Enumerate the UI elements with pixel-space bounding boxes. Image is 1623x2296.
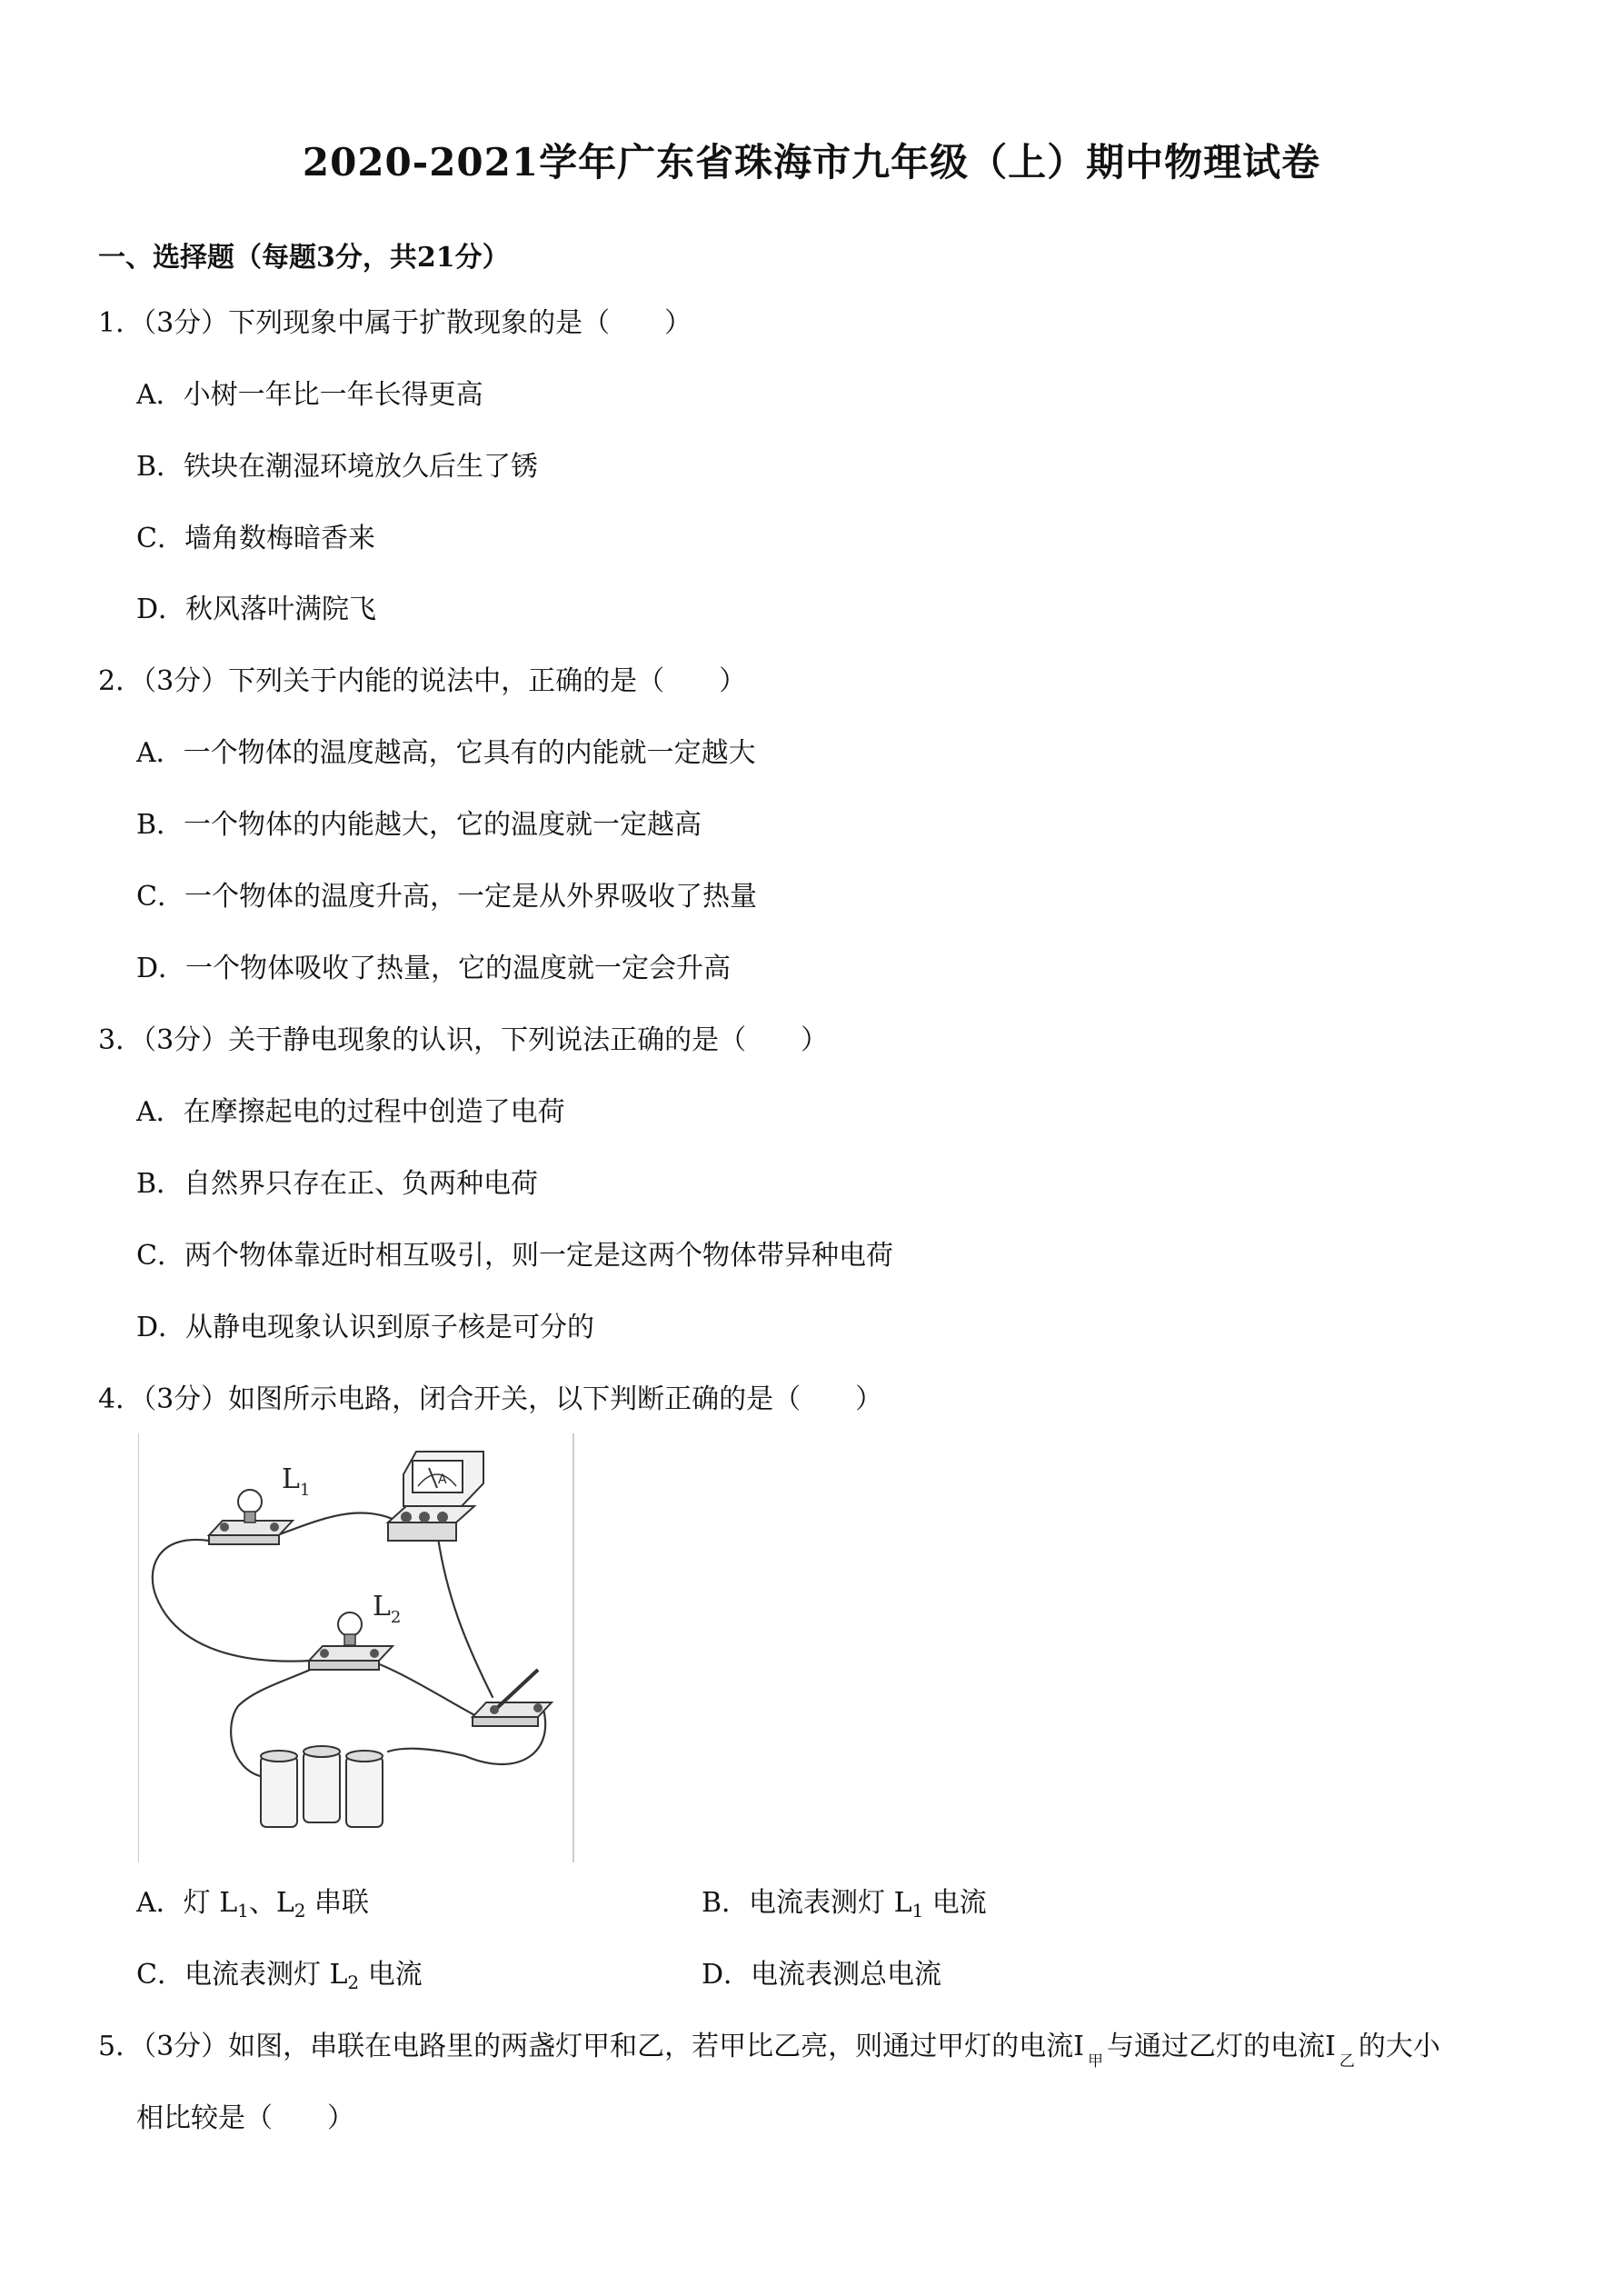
question-1-option-d[interactable]: D．秋风落叶满院飞 <box>136 594 377 625</box>
question-3-option-a[interactable]: A．在摩擦起电的过程中创造了电荷 <box>136 1096 565 1128</box>
circuit-diagram <box>138 1433 574 1862</box>
question-2-option-c[interactable]: C．一个物体的温度升高，一定是从外界吸收了热量 <box>136 881 757 913</box>
question-5-stem-continued: 相比较是（ ） <box>136 2102 354 2134</box>
question-3-stem: 3．（3分）关于静电现象的认识，下列说法正确的是（ ） <box>98 1024 829 1056</box>
question-4-option-c[interactable]: C．电流表测灯 $L_2$ 电流 <box>136 1959 423 1993</box>
question-2-option-b[interactable]: B．一个物体的内能越大，它的温度就一定越高 <box>136 809 702 841</box>
section-heading: 一、选择题（每题3分，共21分） <box>98 242 510 274</box>
lamp-l2-label: $L_2$ <box>373 1591 402 1627</box>
question-2-option-a[interactable]: A．一个物体的温度越高，它具有的内能就一定越大 <box>136 737 756 769</box>
question-2-option-d[interactable]: D．一个物体吸收了热量，它的温度就一定会升高 <box>136 953 732 984</box>
battery-cells <box>261 1746 383 1827</box>
question-2-stem: 2．（3分）下列关于内能的说法中，正确的是（ ） <box>98 665 747 697</box>
exam-title: 2020-2021学年广东省珠海市九年级（上）期中物理试卷 <box>302 140 1321 185</box>
question-3-option-d[interactable]: D．从静电现象认识到原子核是可分的 <box>136 1312 595 1343</box>
question-3-option-b[interactable]: B．自然界只存在正、负两种电荷 <box>136 1168 539 1200</box>
ammeter-symbol: A <box>438 1472 447 1487</box>
question-4-stem: 4．（3分）如图所示电路，闭合开关，以下判断正确的是（ ） <box>98 1383 883 1415</box>
question-4-option-a[interactable]: A．灯 $L_1$、$L_2$ 串联 <box>136 1887 370 1922</box>
lamp-l1-label: $L_1$ <box>282 1463 311 1500</box>
question-5-stem: 5．（3分）如图，串联在电路里的两盏灯甲和乙，若甲比乙亮，则通过甲灯的电流I $_甲$ 与通过乙灯的电流I $_乙$ 的大小 <box>98 2031 1440 2071</box>
question-1-option-a[interactable]: A．小树一年比一年长得更高 <box>136 379 483 411</box>
question-4-option-d[interactable]: D．电流表测总电流 <box>702 1959 942 1991</box>
question-1-option-c[interactable]: C．墙角数梅暗香来 <box>136 523 375 554</box>
question-3-option-c[interactable]: C．两个物体靠近时相互吸引，则一定是这两个物体带异种电荷 <box>136 1240 893 1272</box>
question-1-stem: 1．（3分）下列现象中属于扩散现象的是（ ） <box>98 307 692 339</box>
question-4-option-b[interactable]: B．电流表测灯 $L_1$ 电流 <box>702 1887 987 1922</box>
question-1-option-b[interactable]: B．铁块在潮湿环境放久后生了锈 <box>136 451 539 483</box>
